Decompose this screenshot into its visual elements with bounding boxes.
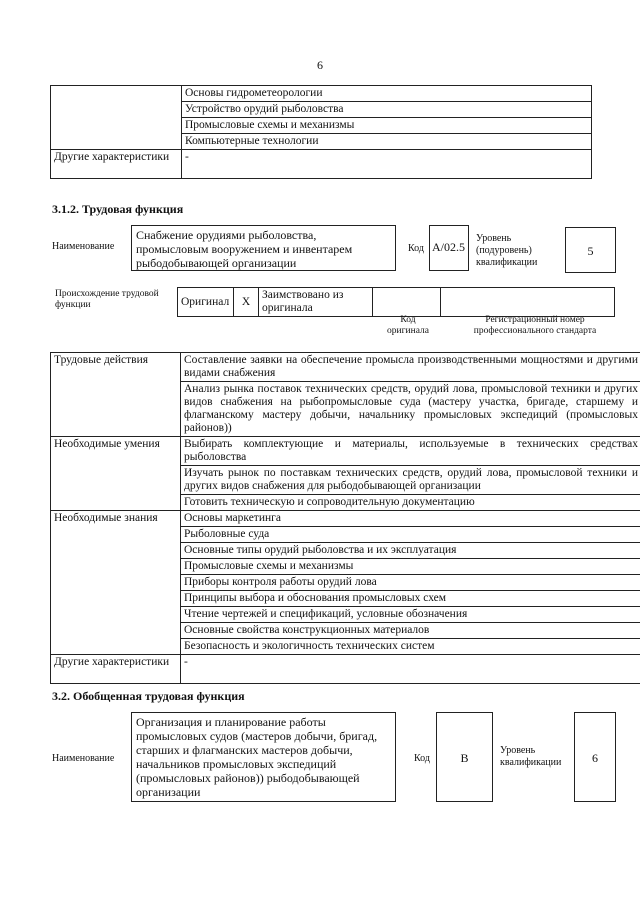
other-characteristics-value: - [181,655,640,684]
level-value: 6 [592,751,598,765]
labour-actions-label: Трудовые действия [51,353,181,437]
required-knowledge-label: Необходимые знания [51,511,181,655]
knowledge-item: Основы гидрометеорологии [182,86,592,102]
knowledge-continuation-table [50,85,592,179]
section-heading-312: 3.1.2. Трудовая функция [52,202,184,216]
knowledge-item: Основы маркетинга [181,511,640,527]
original-mark: X [234,288,259,317]
reg-number-label: Регистрационный номер профессионального стандарта [473,315,597,336]
page-number: 6 [317,58,323,72]
code-original-cell [373,288,441,317]
level-value: 5 [587,244,594,258]
code-value: B [460,751,469,765]
borrowed-label: Заимствовано из оригинала [259,288,373,317]
labour-action-item: Составление заявки на обеспечение промысла производственными мощностями и другими видами снабжения [181,353,640,382]
labour-action-item: Анализ рынка поставок технических средств, орудий лова, промысловой техники и других видов снабжения на рыбопромысловые суда (мастеру участка, бригаде, старшему и флагманскому мастеру добычи, начальнику промысловых экспедиций (промысловых районов)) [181,382,640,437]
empty-label-cell [51,86,182,150]
name-label: Наименование [52,753,115,764]
knowledge-item: Приборы контроля работы орудий лова [181,575,640,591]
function-name-value: Снабжение орудиями рыболовства, промысловым вооружением и инвентарем рыбодобывающей организации [136,228,353,270]
knowledge-item: Устройство орудий рыболовства [182,102,592,118]
level-box [565,227,616,273]
skill-item: Готовить техническую и сопроводительную документацию [181,495,640,511]
code-box [436,712,493,802]
generalized-function-name-box [131,712,396,802]
code-box [429,225,469,271]
code-label: Код [408,243,424,254]
knowledge-item: Основные свойства конструкционных материалов [181,623,640,639]
knowledge-item: Основные типы орудий рыболовства и их эксплуатация [181,543,640,559]
code-label: Код [414,753,430,764]
code-original-label: Код оригинала [387,315,429,336]
knowledge-item: Чтение чертежей и спецификаций, условные обозначения [181,607,640,623]
level-label: Уровень (подуровень) квалификации [476,233,538,268]
reg-number-cell [441,288,615,317]
code-value: A/02.5 [432,240,465,254]
knowledge-item: Принципы выбора и обоснования промысловых схем [181,591,640,607]
origin-table [177,287,615,317]
other-characteristics-label: Другие характеристики [51,655,181,684]
knowledge-item: Промысловые схемы и механизмы [182,118,592,134]
level-label: Уровень квалификации [500,745,562,768]
section-heading-32: 3.2. Обобщенная трудовая функция [52,689,245,703]
origin-label: Происхождение трудовой функции [55,289,159,310]
name-label: Наименование [52,241,115,252]
skill-item: Выбирать комплектующие и материалы, используемые в технических средствах рыболовства [181,437,640,466]
knowledge-item: Промысловые схемы и механизмы [181,559,640,575]
level-box [574,712,616,802]
function-name-box [131,225,396,271]
original-label: Оригинал [178,288,234,317]
other-characteristics-value: - [182,150,592,179]
labour-function-table [50,352,640,684]
knowledge-item: Компьютерные технологии [182,134,592,150]
generalized-function-name-value: Организация и планирование работы промысловых судов (мастеров добычи, бригад, старших и флагманских мастеров добычи, начальников промысловых экспедиций (промысловых районов)) рыбодобывающей организации [136,715,378,799]
skill-item: Изучать рынок по поставкам технических средств, орудий лова, промысловой техники и других видов снабжения для рыбодобывающей организации [181,466,640,495]
other-characteristics-label: Другие характеристики [51,150,182,179]
required-skills-label: Необходимые умения [51,437,181,511]
knowledge-item: Безопасность и экологичность технических систем [181,639,640,655]
knowledge-item: Рыболовные суда [181,527,640,543]
